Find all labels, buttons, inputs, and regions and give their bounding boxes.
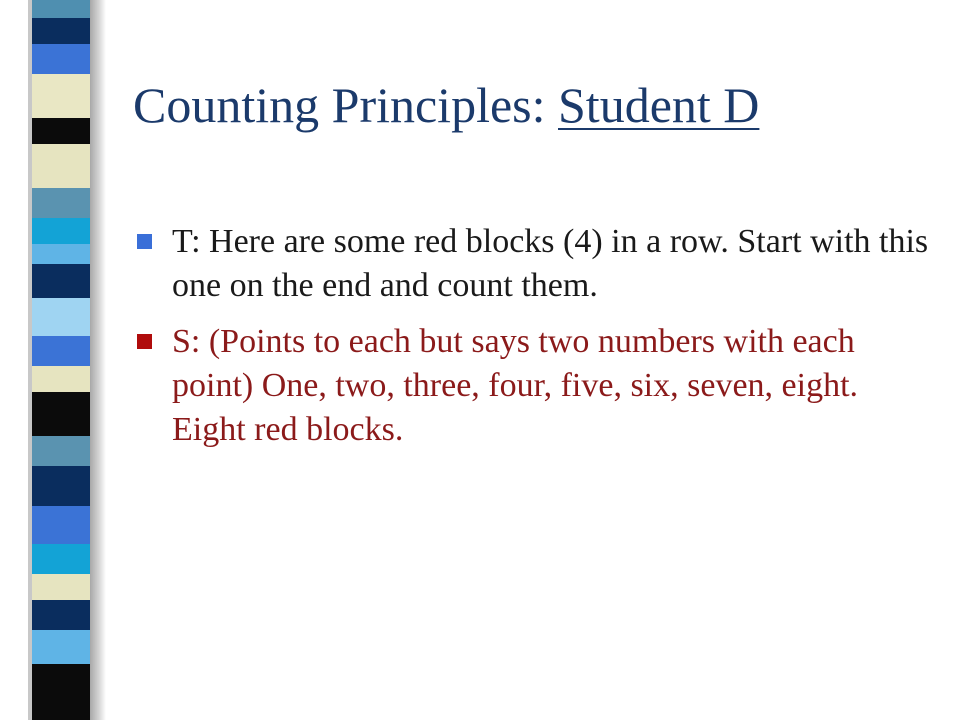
stripe-segment <box>32 264 90 298</box>
stripe-segment <box>32 18 90 44</box>
square-bullet-icon <box>137 234 152 249</box>
stripe-segment <box>32 630 90 664</box>
bullet-list <box>134 220 934 464</box>
stripe-segment <box>32 0 90 18</box>
stripe-segment <box>32 466 90 506</box>
stripe-segment <box>32 44 90 74</box>
stripe-segment <box>32 574 90 600</box>
square-bullet-icon <box>137 334 152 349</box>
stripe-segment <box>32 144 90 188</box>
stripe-segment <box>32 436 90 466</box>
stripe-bar-shadow <box>90 0 106 720</box>
slide-title <box>133 76 759 134</box>
slide-title-subject: Student D <box>558 77 760 133</box>
bullet-teacher <box>134 220 934 308</box>
stripe-segment <box>32 188 90 218</box>
decorative-stripe-bar <box>32 0 90 720</box>
bullet-student <box>134 320 934 452</box>
stripe-segment <box>32 664 90 720</box>
bullet-text: T: Here are some red blocks (4) in a row. Start with this one on the end and count them. <box>172 223 929 304</box>
stripe-segment <box>32 336 90 366</box>
stripe-segment <box>32 218 90 244</box>
stripe-segment <box>32 74 90 118</box>
stripe-segment <box>32 544 90 574</box>
stripe-segment <box>32 298 90 336</box>
stripe-segment <box>32 392 90 436</box>
stripe-segment <box>32 600 90 630</box>
stripe-segment <box>32 506 90 544</box>
slide-title-prefix: Counting Principles: <box>133 77 558 133</box>
stripe-segment <box>32 118 90 144</box>
stripe-segment <box>32 244 90 264</box>
bullet-text: S: (Points to each but says two numbers with each point) One, two, three, four, five, six, seven, eight. Eight red blocks. <box>172 323 859 448</box>
stripe-segment <box>32 366 90 392</box>
